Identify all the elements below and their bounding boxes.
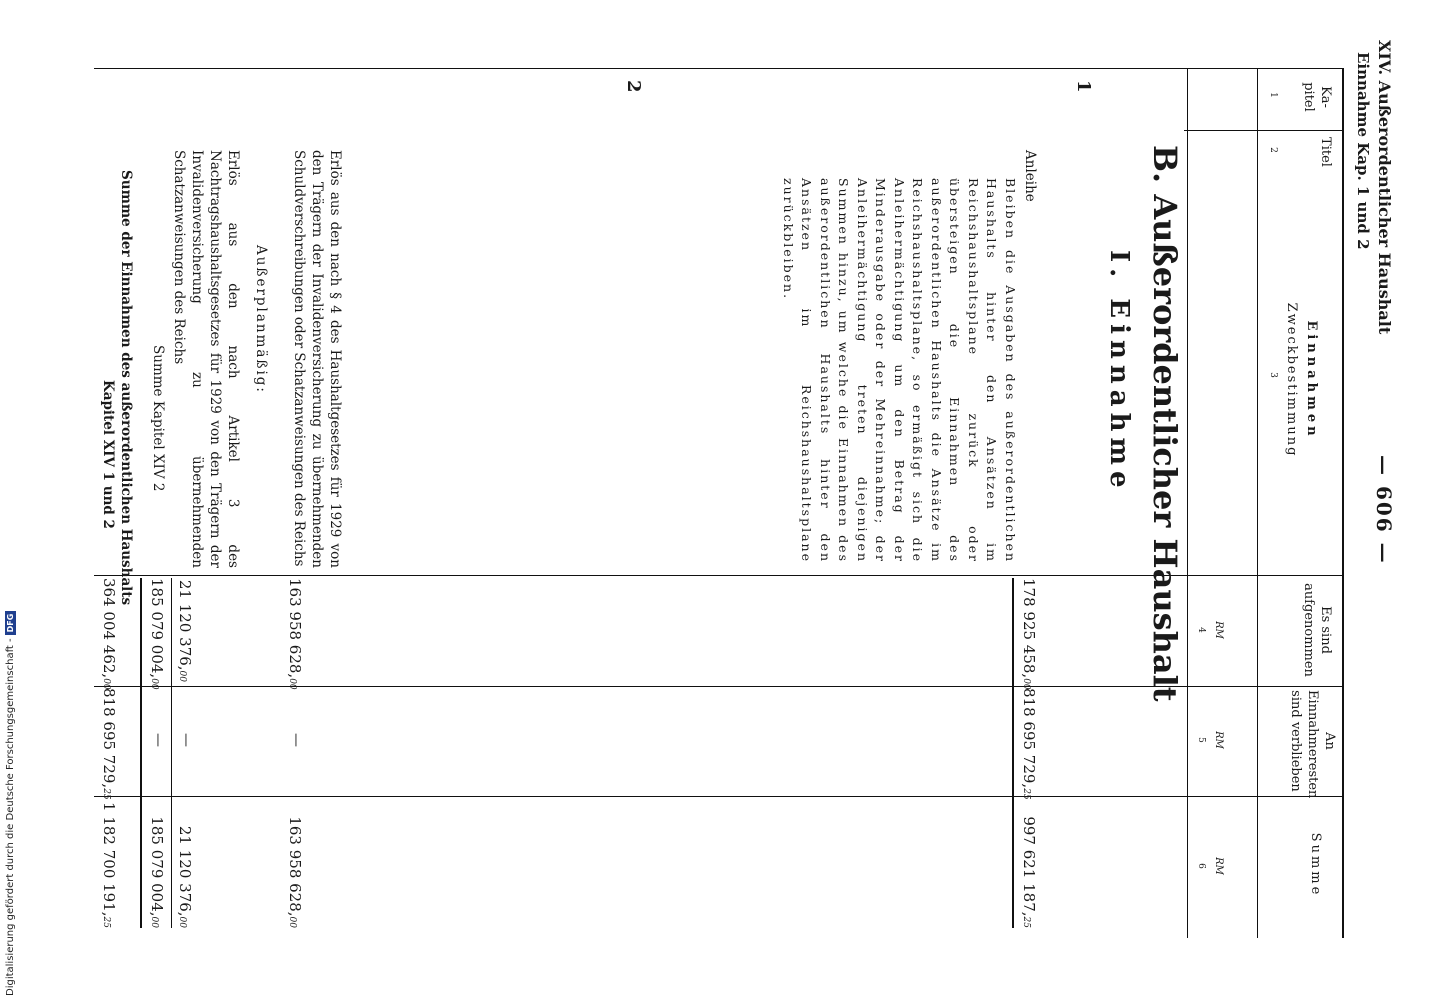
page-number: — 606 — (1372, 455, 1396, 565)
footer-credit (0, 606, 16, 996)
total-label-line1: Summe der Einnahmen des außerordentlichen Haushalts (118, 170, 134, 606)
kap2-summe-verblieben: — (150, 733, 166, 747)
kap1-verblieben: 818 695 729,25 (1020, 688, 1038, 800)
kap2-item1-summe: 163 958 628,00 (286, 816, 304, 928)
col-head-einnahmen: Einnahmen (1304, 320, 1319, 440)
kap2-summe-aufgenommen: 185 079 004,00 (148, 578, 166, 690)
col-header-rule (1187, 68, 1188, 938)
table-left-border (94, 68, 1344, 69)
total-aufgenommen: 364 004 462,00 (100, 578, 118, 690)
header-title: XIV. Außerordentlicher Haushalt (1375, 40, 1394, 335)
col-num-5: 5 (1196, 737, 1206, 743)
kap2-item1-verblieben: — (288, 733, 304, 747)
unit-col4: RM (1213, 621, 1224, 639)
kap2-item2-verblieben: — (178, 733, 194, 747)
unit-col5: RM (1213, 731, 1224, 749)
kap2-total-rule (140, 578, 142, 928)
dfg-logo: DFG (5, 611, 16, 636)
kap2-item1-aufgenommen: 163 958 628,00 (286, 578, 304, 690)
kap1-rule (1012, 578, 1014, 928)
unit-col6: RM (1213, 857, 1224, 875)
col-head-verblieben: An Einnahmeresten sind verblieben (1288, 690, 1337, 799)
kapitel-2-number: 2 (623, 80, 644, 93)
kapitel-1-label: Anleihe (1022, 150, 1038, 202)
kap1-aufgenommen: 178 925 458,00 (1020, 578, 1038, 690)
kap2-item2-summe: 21 120 376,00 (176, 825, 194, 928)
col-num-1: 1 (1268, 92, 1278, 98)
col-head-titel: Titel (1318, 137, 1333, 167)
kap1-summe: 997 621 187,25 (1020, 816, 1038, 928)
col-num-2: 2 (1268, 147, 1278, 153)
total-label-line2: Kapitel XIV 1 und 2 (100, 380, 116, 529)
col-divider-titel (1184, 130, 1344, 131)
col-head-kapitel: Ka-pitel (1301, 82, 1333, 112)
kap2-summe-summe: 185 079 004,00 (148, 816, 166, 928)
col-divider-summe (94, 796, 1344, 797)
col-num-3: 3 (1268, 372, 1278, 378)
header-bottom-rule (1257, 68, 1258, 938)
kap2-item1-description: Erlös aus den nach § 4 des Haushaltgesetzes für 1929 von den Trägern der Invalidenversicherung zu übernehmenden Schuldverschreibungen oder Schatzanweisungen des Reichs (291, 150, 343, 568)
kapitel-1-description: Bleiben die Ausgaben des außerordentlichen Haushalts hinter den Ansätzen im Reichshaushaltsplane zurück oder übersteigen die Einnahmen des außerordentlichen Haushalts die Ansätze im Reichshaushaltsplane, so ermäßigt sich die Anleihermächtigung um den Betrag der Minderausgabe oder der Mehreinnahme; der Anleihermächtigung treten diejenigen Summen hinzu, um welche die Einnahmen des außerordentlichen Haushalts hinter den Ansätzen im Reichshaushaltsplane zurückbleiben. (781, 178, 1018, 563)
kap2-ausserplanmaessig: Außerplanmäßig: (253, 245, 269, 394)
col-head-summe: Summe (1308, 832, 1323, 898)
header-subtitle: Einnahme Kap. 1 und 2 (1354, 52, 1372, 250)
col-num-6: 6 (1196, 863, 1206, 869)
footer-text: Digitalisierung gefördert durch die Deutsche Forschungsgemeinschaft - (5, 638, 16, 996)
total-verblieben: 818 695 729,25 (100, 688, 118, 800)
kap2-summe-label: Summe Kapitel XIV 2 (150, 345, 166, 492)
kap2-item2-description: Erlös aus den nach Artikel 3 des Nachtragshaushaltsgesetzes für 1929 von den Trägern der Invalidenversicherung zu übernehmenden Schatzanweisungen des Reichs (171, 150, 241, 568)
section-b-title: B. Außerordentlicher Haushalt (1146, 145, 1184, 702)
kapitel-1-number: 1 (1073, 80, 1094, 93)
total-summe: 1 182 700 191,25 (100, 802, 118, 928)
kap2-subtotal-rule (171, 578, 172, 928)
section-i-title: I. Einnahme (1104, 250, 1134, 494)
col-num-4: 4 (1196, 627, 1206, 633)
kap2-item2-aufgenommen: 21 120 376,00 (176, 579, 194, 682)
col-head-aufgenommen: Es sind aufgenommen (1301, 583, 1333, 677)
table-top-rule (1342, 68, 1344, 938)
col-head-zweckbestimmung: Zweckbestimmung (1284, 302, 1299, 458)
